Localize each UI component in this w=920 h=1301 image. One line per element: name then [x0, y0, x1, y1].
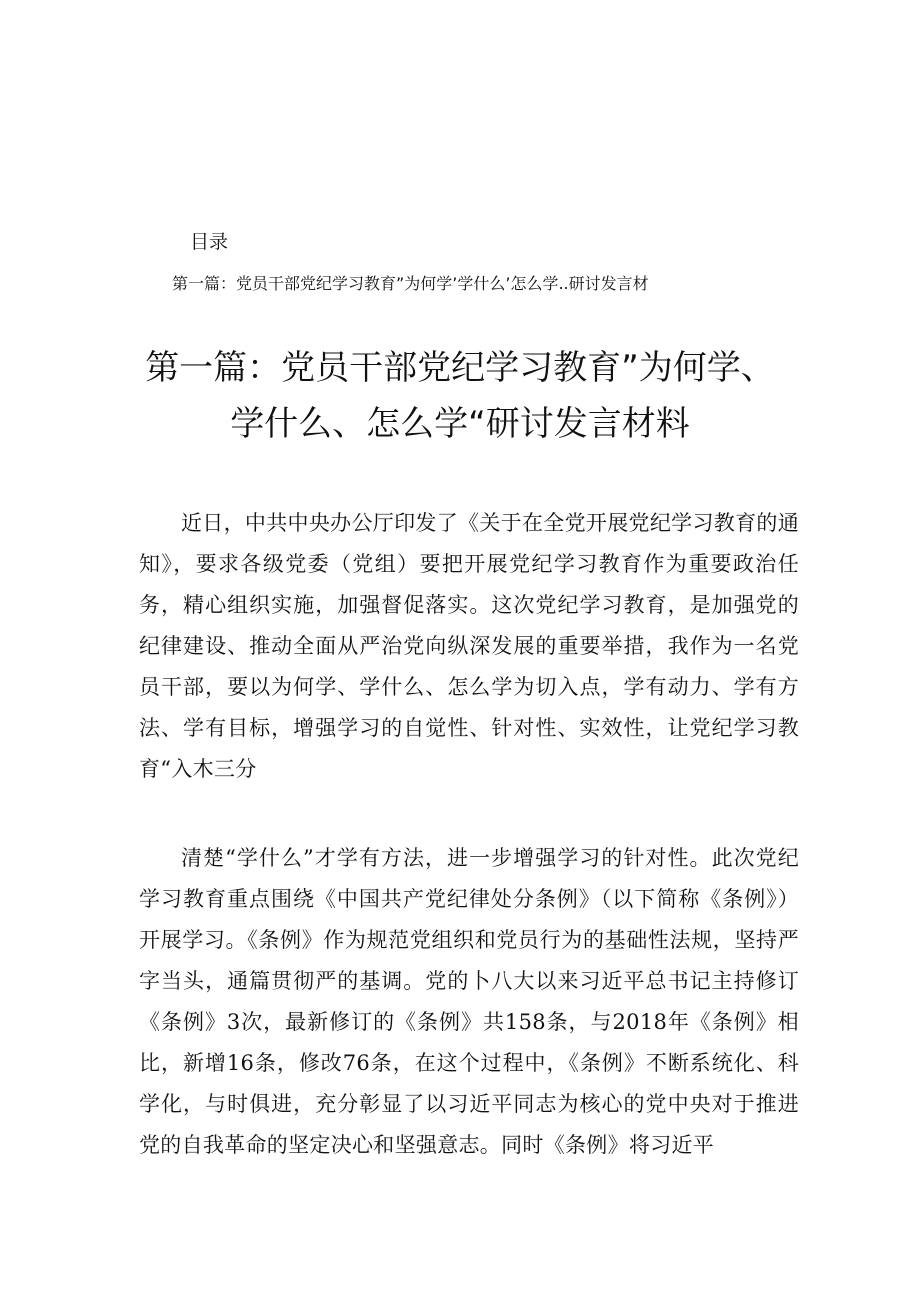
document-title-line-1: 第一篇：党员干部党纪学习教育”为何学、 — [145, 348, 775, 388]
body-paragraph-2: 清楚“学什么”才学有方法，进一步增强学习的针对性。此次党纪学习教育重点围绕《中国共产党纪律处分条例》（以下简称《条例》）开展学习。《条例》作为规范党组织和党员行为的基础性法规，坚持严字当头，通篇贯彻严的基调。党的卜八大以来习近平总书记主持修订《条例》3次，最新修订的《条例》共158条，与2018年《条例》相比，新增16条，修改76条，在这个过程中，《条例》不断系统化、科学化，与时俱进，充分彰显了以习近平同志为核心的党中央对于推进党的自我革命的坚定决心和坚强意志。同时《条例》将习近平 — [139, 846, 799, 1157]
toc-entry[interactable]: 第一篇：党员干部党纪学习教育”为何学’学什么’怎么学..研讨发言材 — [172, 274, 649, 293]
document-title-line-2: 学什么、怎么学“研讨发言材料 — [230, 404, 690, 444]
document-title — [100, 340, 820, 452]
toc-heading: 目录 — [190, 231, 229, 253]
body-paragraph-1: 近日，中共中央办公厅印发了《关于在全党开展党纪学习教育的通知》，要求各级党委（党组）要把开展党纪学习教育作为重要政治任务，精心组织实施，加强督促落实。这次党纪学习教育，是加强党的纪律建设、推动全面从严治党向纵深发展的重要举措，我作为一名党员干部，要以为何学、学什么、怎么学为切入点，学有动力、学有方法、学有目标，增强学习的自觉性、针对性、实效性，让党纪学习教育“入木三分 — [139, 511, 799, 781]
